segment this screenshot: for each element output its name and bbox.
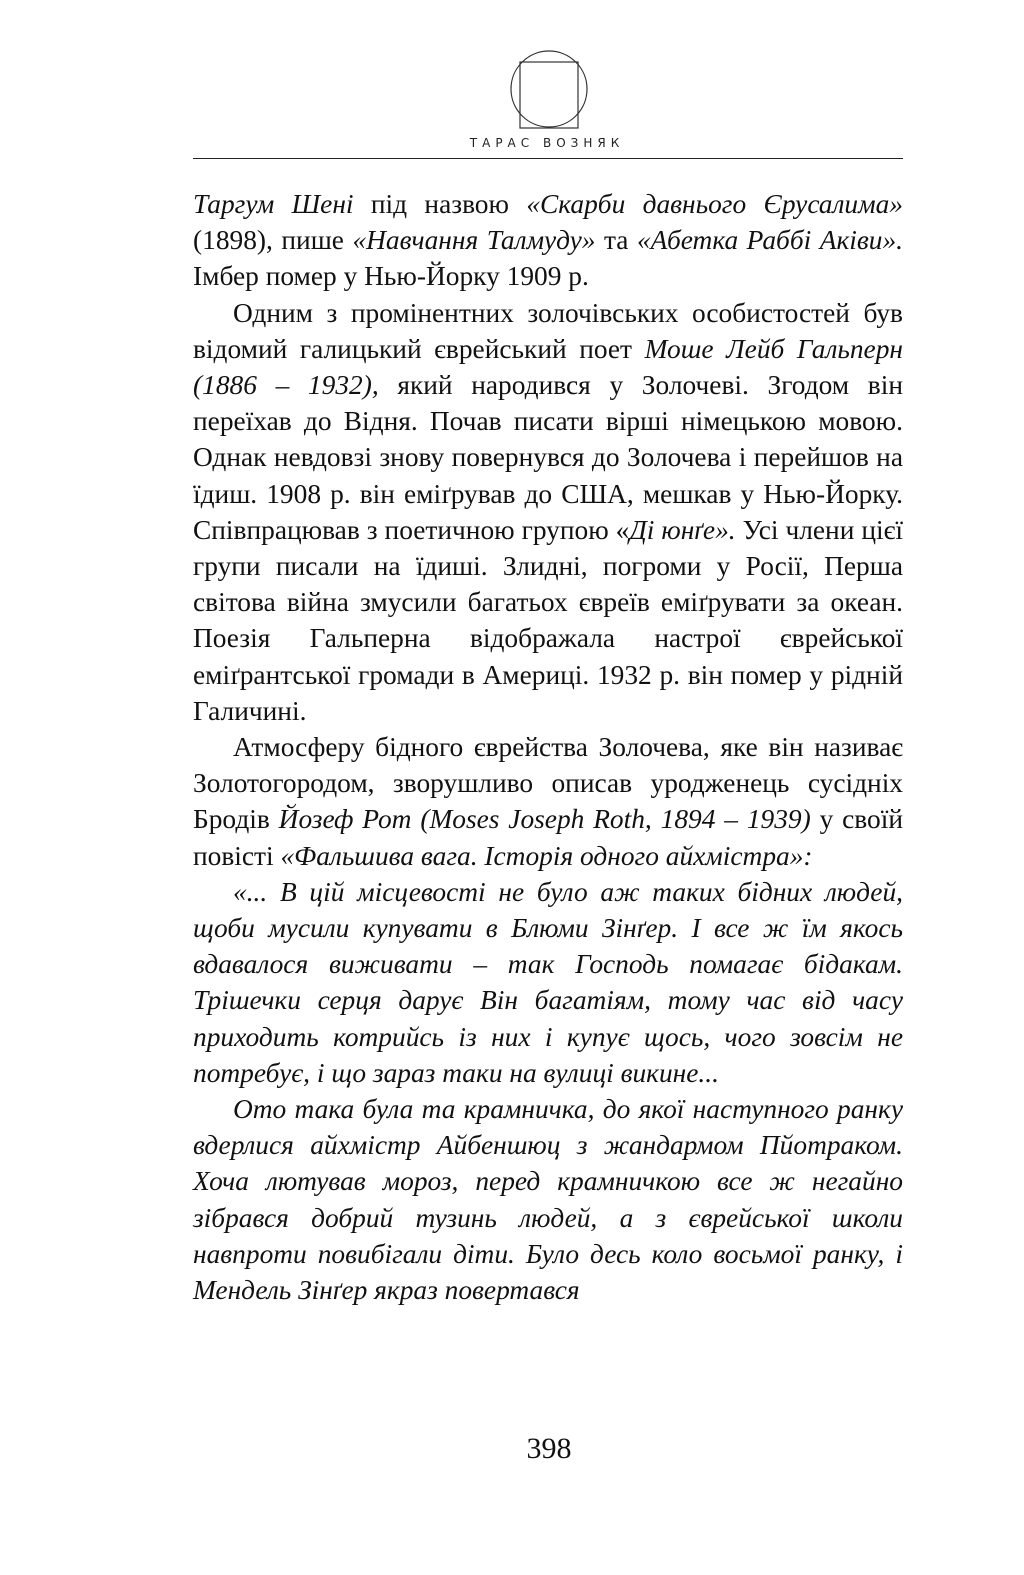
text-run: Ото така була та крамничка, до якої наступного ранку вдерлися айхмістр Айбеншюц з жандармом Пйотраком. Хоча лютував мороз, перед крамничкою все ж негайно зібрався добрий тузинь людей, а з єврейської школи навпроти повибігали діти. Було десь коло восьмої ранку, і Мендель Зінґер якраз повертався	[193, 1094, 903, 1306]
body-paragraph	[193, 729, 903, 874]
text-run: «... В цій місцевості не було аж таких бідних людей, щоби мусили купувати в Блюми Зінґер. І все ж їм якось вдавалося виживати – так Господь помагає бідакам. Трішечки серця дарує Він багатіям, тому час від часу приходить котрийсь із них і купує щось, чого зовсім не потребує, і що зараз таки на вулиці викине...	[193, 876, 903, 1088]
text-run: Імбер помер у Нью-Йорку 1909 р.	[193, 261, 589, 292]
text-run: (1898), пише	[193, 225, 353, 256]
header-rule	[193, 158, 903, 159]
text-run: Усі члени цієї групи писали на їдиші. Злидні, погроми у Росії, Перша світова війна змусили багатьох євреїв еміґрувати за океан. Поезія Гальперна відображала настрої єврейської еміґрантської громади в Америці. 1932 р. він помер у рідній Галичині.	[193, 514, 903, 726]
italic-text-run: Моше Лейб Гальперн (1886 – 1932),	[193, 333, 903, 401]
quote-paragraph	[193, 1091, 903, 1308]
italic-text-run: «Скарби давнього Єрусалима»	[526, 189, 903, 219]
page-number: 398	[526, 1432, 572, 1465]
italic-text-run: Йозеф Рот (Moses Joseph Roth, 1894 – 1939)	[278, 804, 811, 835]
italic-text-run: «Фальшива вага. Історія одного айхмістра»:	[280, 840, 813, 871]
body-paragraph	[193, 186, 903, 295]
text-run: у своїй повісті	[193, 804, 903, 871]
body-paragraph	[193, 295, 903, 729]
body-text	[193, 186, 903, 1308]
circle-square-emblem-icon	[508, 46, 590, 132]
text-run: Атмосферу бідного єврейства Золочева, яке він називає Золотогородом, зворушливо описав уродженець сусідніх Бродів	[193, 732, 903, 835]
italic-text-run: «Навчання Талмуду»	[352, 225, 596, 256]
text-run: та	[595, 225, 637, 256]
italic-text-run: «Абетка Раббі Аківи».	[636, 225, 903, 256]
quote-paragraph	[193, 874, 903, 1091]
text-run: який народився у Золочеві. Згодом він переїхав до Відня. Почав писати вірші німецькою мовою. Однак невдовзі знову повернувся до Золочева і перейшов на їдиш. 1908 р. він еміґрував до США, мешкав у Нью-Йорку. Співпрацював з поетичною групою «	[193, 370, 903, 545]
italic-text-run: Ді юнґе».	[629, 514, 736, 545]
text-run: Одним з промінентних золочівських особистостей був відомий галицький єврейський поет	[193, 297, 903, 364]
text-run: під назвою	[353, 189, 527, 219]
running-head-author: ТАРАС ВОЗНЯК	[469, 136, 625, 150]
italic-text-run: Таргум Шені	[193, 189, 354, 219]
